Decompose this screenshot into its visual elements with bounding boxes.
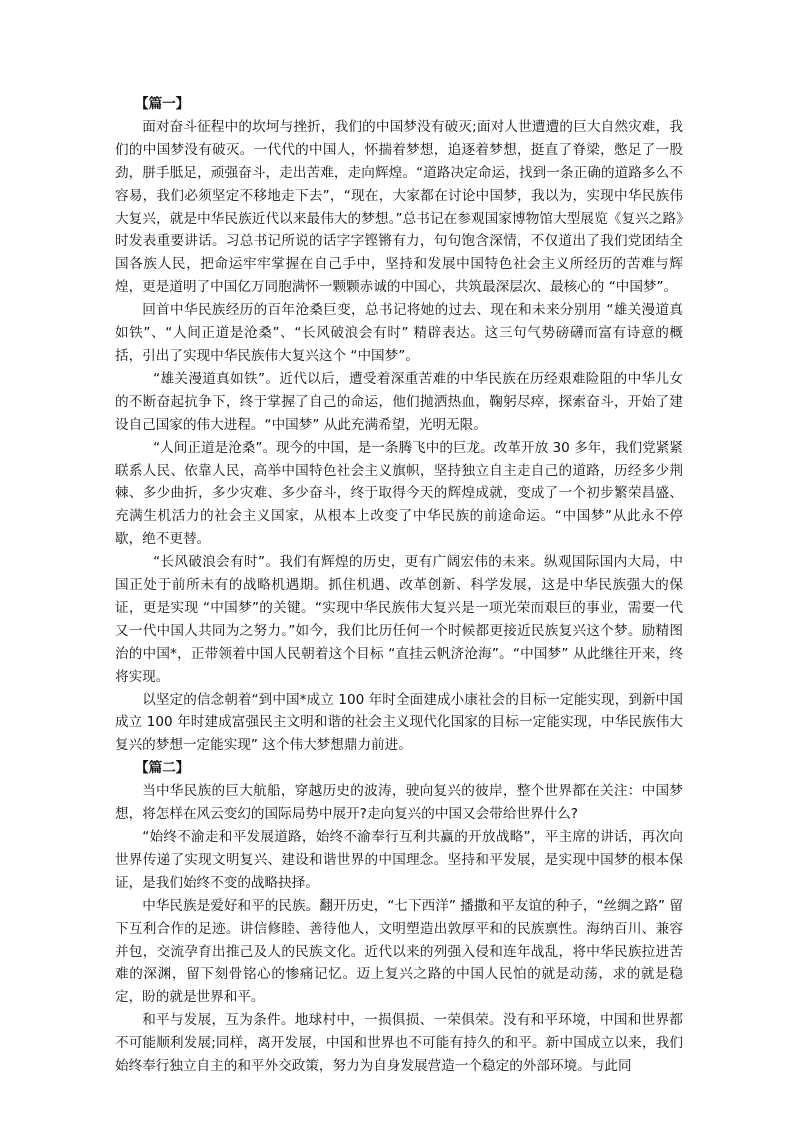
paragraph: 以坚定的信念朝着“到中国*成立 100 年时全面建成小康社会的目标一定能实现，到新中国成立 100 年时建成富强民主文明和谐的社会主义现代化国家的目标一定能实现，中华民族伟大复兴的梦想一定能实现” 这个伟大梦想鼎力前进。 <box>115 691 683 754</box>
paragraph: 和平与发展，互为条件。地球村中，一损俱损、一荣俱荣。没有和平环境，中国和世界都不可能顺利发展;同样，离开发展，中国和世界也不可能有持久的和平。新中国成立以来，我们始终奉行独立自主的和平外交政策，努力为自身发展营造一个稳定的外部环境。与此同 <box>115 1012 683 1075</box>
paragraph: 中华民族是爱好和平的民族。翻开历史，“七下西洋” 播撒和平友谊的种子，“丝绸之路” 留下互利合作的足迹。讲信修睦、善待他人，文明塑造出敦厚平和的民族禀性。海纳百川、兼容并包，交流孕育出推己及人的民族文化。近代以来的列强入侵和连年战乱，将中华民族拉进苦难的深渊，留下刻骨铭心的惨痛记忆。迈上复兴之路的中国人民怕的就是动荡，求的就是稳定，盼的就是世界和平。 <box>115 897 683 1006</box>
paragraph: 当中华民族的巨大航船，穿越历史的波涛，驶向复兴的彼岸，整个世界都在关注：中国梦想，将怎样在风云变幻的国际局势中展开?走向复兴的中国又会带给世界什么? <box>115 783 683 823</box>
paragraph: “人间正道是沧桑”。现今的中国，是一条腾飞中的巨龙。改革开放 30 多年，我们党紧紧联系人民、依靠人民，高举中国特色社会主义旗帜，坚持独立自主走自己的道路，历经多少荆棘、多少曲折，多少灾难、多少奋斗，终于取得今天的辉煌成就，变成了一个初步繁荣昌盛、充满生机活力的社会主义国家，从根本上改变了中华民族的前途命运。“中国梦”从此永不停歇，绝不更替。 <box>115 439 683 548</box>
paragraph: “始终不渝走和平发展道路，始终不渝奉行互利共赢的开放战略”，平主席的讲话，再次向世界传递了实现文明复兴、建设和谐世界的中国理念。坚持和平发展，是实现中国梦的根本保证，是我们始终不变的战略抉择。 <box>115 829 683 891</box>
paragraph: 回首中华民族经历的百年沧桑巨变，总书记将她的过去、现在和未来分别用 “雄关漫道真如铁”、“人间正道是沧桑”、“长风破浪会有时” 精辟表达。这三句气势磅礴而富有诗意的概括，引出了实现中华民族伟大复兴这个 “中国梦”。 <box>115 302 683 364</box>
section-heading: 【篇一】 <box>135 96 190 112</box>
document-page <box>115 93 683 1078</box>
paragraph: “长风破浪会有时”。我们有辉煌的历史，更有广阔宏伟的未来。纵观国际国内大局，中国正处于前所未有的战略机遇期。抓住机遇、改革创新、科学发展，这是中华民族强大的保证，更是实现 “中国梦”的关键。“实现中华民族伟大复兴是一项光荣而艰巨的事业，需要一代又一代中国人共同为之努力。”如今，我们比历任何一个时候都更接近民族复兴这个梦。励精图治的中国*，正带领着中国人民朝着这个目标 “直挂云帆济沧海”。“中国梦” 从此继往开来，终将实现。 <box>115 554 683 685</box>
paragraph: 面对奋斗征程中的坎坷与挫折，我们的中国梦没有破灭;面对人世遭遭的巨大自然灾难，我们的中国梦没有破灭。一代代的中国人，怀揣着梦想，追逐着梦想，挺直了脊梁，憋足了一股劲，胼手胝足，顽强奋斗，走出苦难，走向辉煌。“道路决定命运，找到一条正确的道路多么不容易，我们必须坚定不移地走下去”，“现在，大家都在讨论中国梦，我以为，实现中华民族伟大复兴，就是中华民族近代以来最伟大的梦想。”总书记在参观国家博物馆大型展览《复兴之路》时发表重要讲话。习总书记所说的话字字铿锵有力，句句饱含深情，不仅道出了我们党团结全国各族人民，把命运牢牢掌握在自己手中，坚持和发展中国特色社会主义所经历的苦难与辉煌，更是道明了中国亿万同胞满怀一颗颗赤诚的中国心，共筑最深层次、最核心的 “中国梦”。 <box>115 118 683 296</box>
paragraph: “雄关漫道真如铁”。近代以后，遭受着深重苦难的中华民族在历经艰难险阻的中华儿女的不断奋起抗争下，终于掌握了自己的命运，他们抛洒热血，鞠躬尽瘁，探索奋斗，开始了建设自己国家的伟大进程。“中国梦” 从此充满希望，光明无限。 <box>115 370 683 433</box>
section-1 <box>115 93 683 757</box>
section-heading: 【篇二】 <box>135 760 190 777</box>
section-2 <box>115 757 683 1078</box>
